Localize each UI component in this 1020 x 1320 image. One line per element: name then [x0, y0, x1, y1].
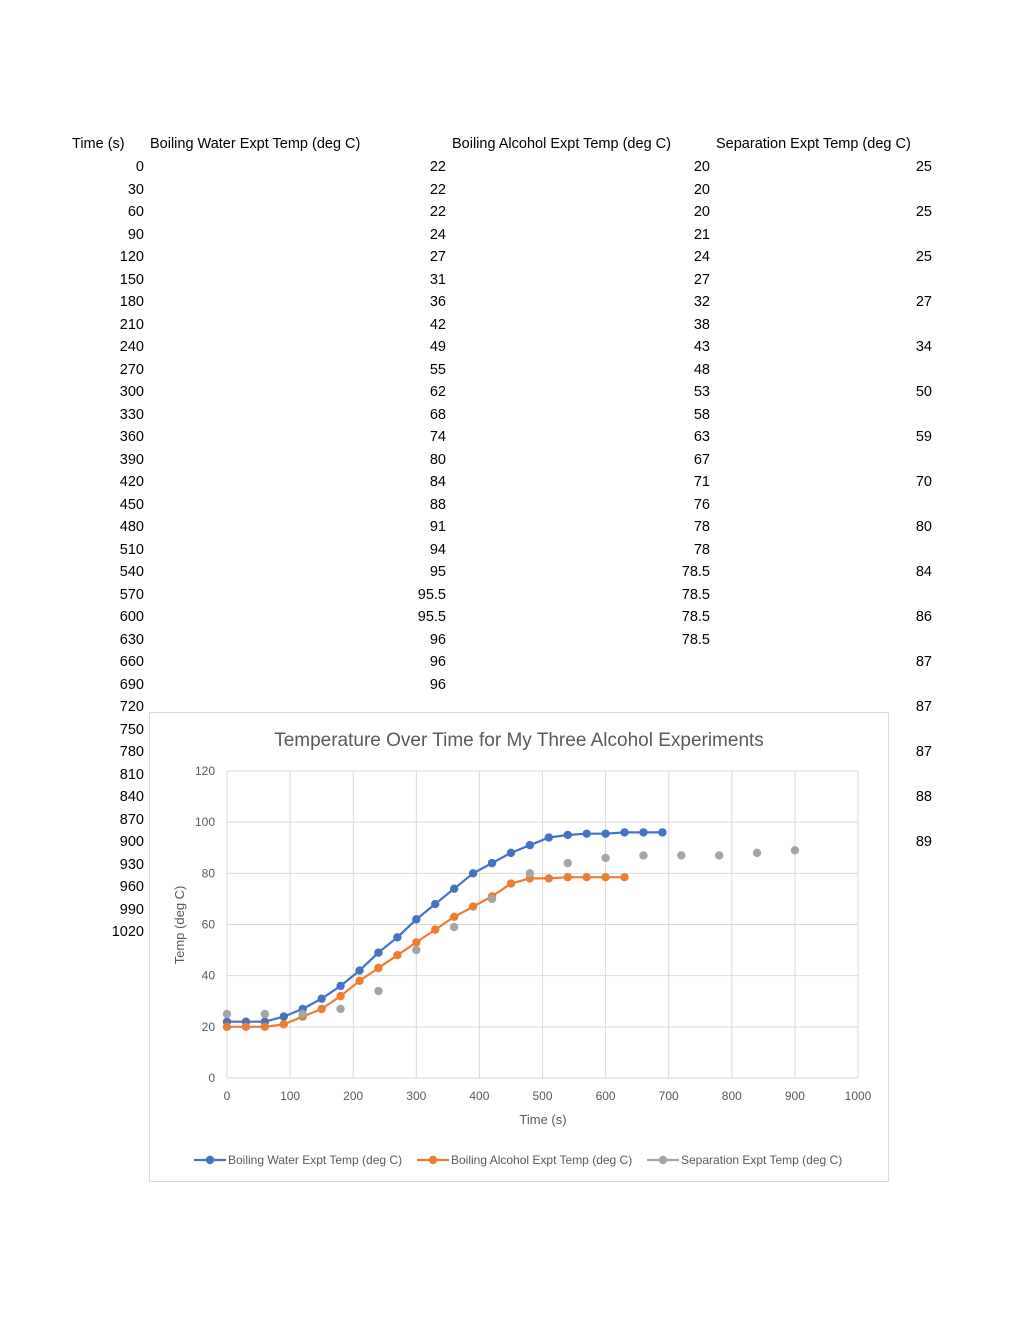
time-cell: 60: [127, 204, 144, 220]
y-tick-label: 80: [201, 866, 215, 881]
time-cell: 630: [119, 631, 144, 648]
boiling-alcohol-cell: 24: [693, 249, 710, 265]
boiling-alcohol-cell: 20: [693, 181, 710, 198]
data-point: [431, 925, 439, 933]
separation-cell: 27: [915, 294, 932, 310]
data-point: [355, 966, 363, 974]
time-cell: 570: [119, 586, 144, 603]
data-point: [412, 915, 420, 923]
legend-item: [417, 1153, 632, 1167]
separation-cell: 86: [915, 609, 932, 625]
x-tick-label: 1000: [844, 1089, 872, 1103]
time-cell: 300: [119, 384, 144, 400]
chart-svg: [150, 713, 890, 1183]
chart-legend: [194, 1153, 842, 1167]
data-point: [412, 946, 420, 954]
boiling-alcohol-cell: 78.5: [681, 586, 710, 603]
legend-marker: [429, 1156, 437, 1164]
data-point: [393, 951, 401, 959]
data-point: [507, 879, 515, 887]
data-point: [677, 851, 685, 859]
boiling-alcohol-cell: 27: [693, 271, 710, 288]
boiling-water-cell: 96: [429, 676, 446, 693]
header-time: Time (s): [72, 136, 125, 152]
boiling-water-cell: 94: [429, 541, 446, 558]
chart-title: Temperature Over Time for My Three Alcohol Experiments: [274, 730, 764, 751]
legend-marker: [659, 1156, 667, 1164]
time-cell: 450: [119, 496, 144, 513]
time-cell: 480: [119, 519, 144, 535]
x-tick-label: 200: [343, 1089, 364, 1103]
time-cell: 30: [127, 181, 144, 198]
data-point: [488, 895, 496, 903]
boiling-alcohol-cell: 78.5: [681, 564, 710, 580]
time-cell: 870: [119, 811, 144, 828]
chart-container: [149, 712, 889, 1182]
time-cell: 270: [119, 361, 144, 378]
time-cell: 210: [119, 316, 144, 333]
boiling-alcohol-cell: 76: [693, 496, 710, 513]
data-point: [412, 938, 420, 946]
time-cell: 180: [119, 294, 144, 310]
boiling-alcohol-cell: 20: [693, 204, 710, 220]
y-axis-ticks: [195, 764, 215, 1085]
boiling-water-cell: 36: [429, 294, 446, 310]
data-point: [393, 933, 401, 941]
separation-cell: 80: [915, 519, 932, 535]
boiling-alcohol-cell: 58: [693, 406, 710, 423]
separation-cell: 34: [915, 339, 932, 355]
time-cell: 720: [119, 699, 144, 715]
boiling-water-cell: 96: [429, 654, 446, 670]
data-point: [336, 1005, 344, 1013]
data-point: [564, 873, 572, 881]
boiling-alcohol-cell: 48: [693, 361, 710, 378]
boiling-water-cell: 68: [429, 406, 446, 423]
boiling-water-cell: 49: [429, 339, 446, 355]
chart-series: [223, 828, 799, 1031]
separation-cell: 87: [915, 744, 932, 760]
boiling-alcohol-cell: 32: [693, 294, 710, 310]
boiling-water-cell: 74: [429, 429, 446, 445]
boiling-water-cell: 31: [429, 271, 446, 288]
data-point: [582, 829, 590, 837]
data-point: [526, 841, 534, 849]
time-cell: 690: [119, 676, 144, 693]
time-cell: 540: [119, 564, 144, 580]
legend-label: Separation Expt Temp (deg C): [681, 1153, 843, 1167]
data-point: [715, 851, 723, 859]
boiling-water-cell: 95.5: [417, 586, 446, 603]
data-point: [280, 1020, 288, 1028]
data-point: [545, 874, 553, 882]
separation-cell: 84: [915, 564, 932, 580]
boiling-alcohol-cell: 63: [693, 429, 710, 445]
time-cell: 510: [119, 541, 144, 558]
data-point: [545, 833, 553, 841]
legend-item: [647, 1153, 842, 1167]
data-point: [261, 1023, 269, 1031]
boiling-alcohol-cell: 78: [693, 541, 710, 558]
data-point: [469, 869, 477, 877]
data-point: [374, 948, 382, 956]
boiling-water-cell: 24: [429, 226, 446, 243]
data-point: [564, 859, 572, 867]
time-cell: 990: [119, 901, 144, 918]
boiling-water-cell: 62: [429, 384, 446, 400]
data-point: [336, 992, 344, 1000]
time-cell: 810: [119, 766, 144, 783]
data-point: [299, 1010, 307, 1018]
header-separation: Separation Expt Temp (deg C): [716, 136, 911, 152]
data-point: [753, 849, 761, 857]
series-0: [223, 828, 667, 1026]
data-point: [317, 1005, 325, 1013]
time-cell: 1020: [111, 924, 144, 940]
boiling-water-cell: 27: [429, 249, 446, 265]
data-point: [526, 869, 534, 877]
boiling-water-cell: 84: [429, 474, 446, 490]
legend-label: Boiling Water Expt Temp (deg C): [228, 1153, 403, 1167]
boiling-alcohol-cell: 71: [693, 474, 710, 490]
data-point: [488, 859, 496, 867]
legend-label: Boiling Alcohol Expt Temp (deg C): [451, 1153, 633, 1167]
x-tick-label: 700: [658, 1089, 679, 1103]
data-point: [564, 831, 572, 839]
separation-cell: 25: [915, 249, 932, 265]
time-cell: 900: [119, 834, 144, 850]
y-tick-label: 120: [194, 764, 215, 778]
data-point: [261, 1010, 269, 1018]
time-cell: 660: [119, 654, 144, 670]
x-tick-label: 800: [721, 1089, 742, 1103]
boiling-water-cell: 80: [429, 451, 446, 468]
chart-grid: [227, 771, 858, 1078]
x-tick-label: 400: [469, 1089, 490, 1103]
data-point: [469, 902, 477, 910]
data-point: [242, 1023, 250, 1031]
data-point: [355, 977, 363, 985]
x-tick-label: 100: [280, 1089, 301, 1103]
boiling-alcohol-cell: 21: [693, 226, 710, 243]
legend-marker: [206, 1156, 214, 1164]
data-point: [374, 987, 382, 995]
time-cell: 600: [119, 609, 144, 625]
separation-cell: 25: [915, 204, 932, 220]
data-point: [507, 849, 515, 857]
series-line: [227, 877, 625, 1027]
data-point: [450, 913, 458, 921]
separation-cell: 87: [915, 699, 932, 715]
separation-cell: 89: [915, 834, 932, 850]
time-cell: 240: [119, 339, 144, 355]
separation-cell: 87: [915, 654, 932, 670]
time-cell: 840: [119, 789, 144, 805]
x-tick-label: 500: [532, 1089, 553, 1103]
time-cell: 330: [119, 406, 144, 423]
series-line: [227, 832, 662, 1021]
data-point: [639, 851, 647, 859]
boiling-water-cell: 95.5: [417, 609, 446, 625]
data-point: [601, 854, 609, 862]
boiling-water-cell: 22: [429, 204, 446, 220]
y-tick-label: 100: [194, 815, 215, 830]
separation-cell: 70: [915, 474, 932, 490]
data-point: [582, 873, 590, 881]
data-point: [280, 1012, 288, 1020]
y-axis-label: Temp (deg C): [172, 885, 187, 965]
boiling-alcohol-cell: 78.5: [681, 631, 710, 648]
data-point: [601, 873, 609, 881]
time-cell: 390: [119, 451, 144, 468]
data-point: [431, 900, 439, 908]
header-boiling-water: Boiling Water Expt Temp (deg C): [150, 136, 361, 152]
y-tick-label: 60: [201, 917, 215, 932]
time-cell: 780: [119, 744, 144, 760]
data-point: [317, 994, 325, 1002]
data-point: [223, 1023, 231, 1031]
x-axis-label: Time (s): [519, 1112, 567, 1127]
time-cell: 0: [135, 159, 144, 175]
time-cell: 90: [127, 226, 144, 243]
separation-cell: 59: [915, 429, 932, 445]
data-point: [620, 873, 628, 881]
y-tick-label: 20: [201, 1019, 215, 1034]
separation-cell: 25: [915, 159, 932, 175]
data-point: [639, 828, 647, 836]
data-point: [658, 828, 666, 836]
time-cell: 360: [119, 429, 144, 445]
x-tick-label: 900: [784, 1089, 805, 1103]
data-point: [601, 829, 609, 837]
boiling-water-cell: 95: [429, 564, 446, 580]
x-tick-label: 600: [595, 1089, 616, 1103]
time-cell: 120: [119, 249, 144, 265]
data-point: [223, 1010, 231, 1018]
data-point: [374, 964, 382, 972]
boiling-water-cell: 42: [429, 316, 446, 333]
boiling-water-cell: 91: [429, 519, 446, 535]
data-point: [620, 828, 628, 836]
separation-cell: 50: [915, 384, 932, 400]
header-boiling-alcohol: Boiling Alcohol Expt Temp (deg C): [452, 136, 671, 152]
x-tick-label: 0: [223, 1089, 231, 1103]
x-tick-label: 300: [406, 1089, 427, 1103]
data-point: [450, 923, 458, 931]
boiling-water-cell: 55: [429, 361, 446, 378]
boiling-alcohol-cell: 53: [693, 384, 710, 400]
boiling-water-cell: 22: [429, 181, 446, 198]
x-axis-ticks: [224, 1089, 872, 1103]
boiling-alcohol-cell: 67: [693, 451, 710, 468]
boiling-alcohol-cell: 43: [693, 339, 710, 355]
separation-cell: 88: [915, 789, 932, 805]
y-tick-label: 40: [201, 968, 215, 983]
legend-item: [194, 1153, 402, 1167]
boiling-alcohol-cell: 20: [693, 159, 710, 175]
boiling-water-cell: 88: [429, 496, 446, 513]
data-point: [450, 884, 458, 892]
boiling-alcohol-cell: 78.5: [681, 609, 710, 625]
time-cell: 960: [119, 879, 144, 895]
boiling-water-cell: 96: [429, 631, 446, 648]
data-point: [791, 846, 799, 854]
time-cell: 150: [119, 271, 144, 288]
y-tick-label: 0: [208, 1071, 215, 1085]
boiling-alcohol-cell: 38: [693, 316, 710, 333]
boiling-water-cell: 22: [429, 159, 446, 175]
series-1: [223, 873, 629, 1031]
time-cell: 750: [119, 721, 144, 738]
series-2: [223, 846, 799, 1018]
boiling-alcohol-cell: 78: [693, 519, 710, 535]
time-cell: 420: [119, 474, 144, 490]
time-cell: 930: [119, 856, 144, 873]
data-point: [336, 982, 344, 990]
